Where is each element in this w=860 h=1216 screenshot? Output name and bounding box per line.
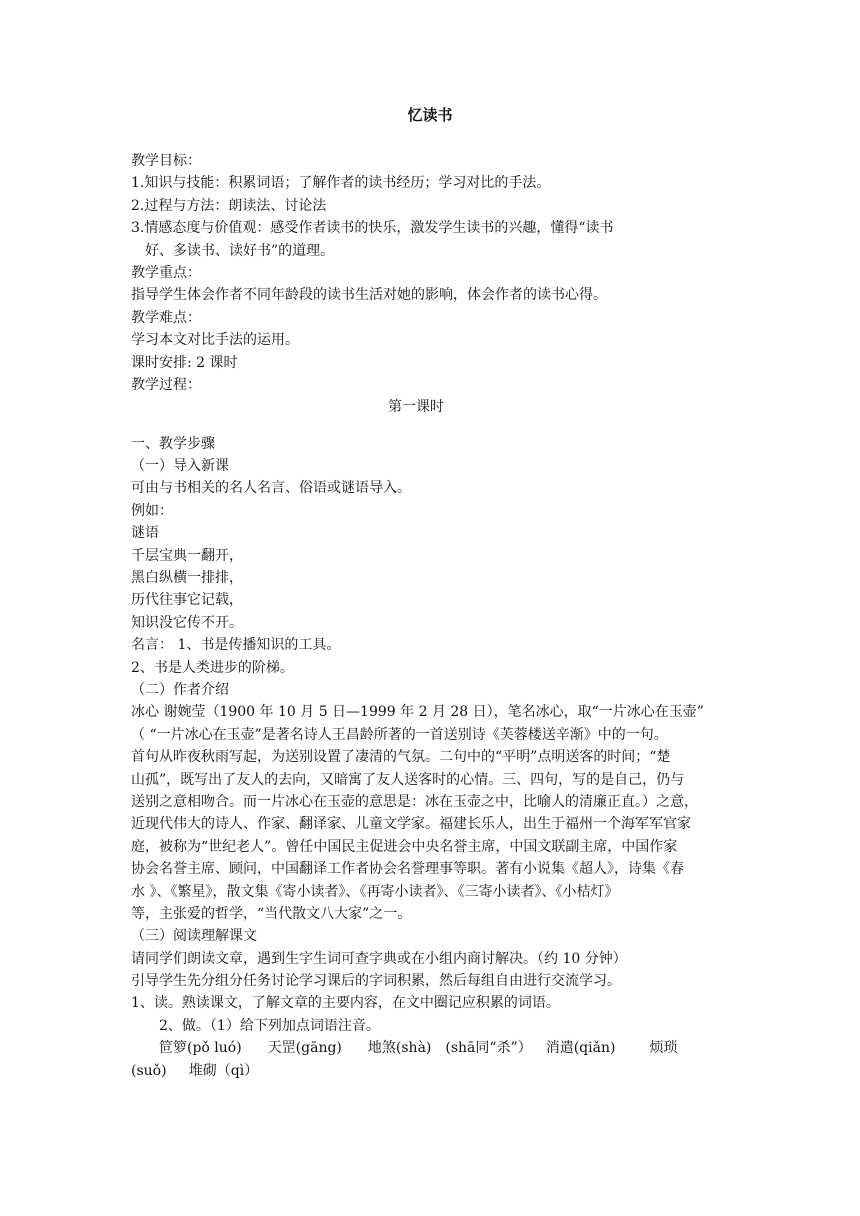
pinyin-item: 消遣(qiǎn)	[545, 1040, 616, 1057]
text-line: 黑白纵横一排排，	[131, 570, 243, 587]
text-line: 2.过程与方法：朗读法、讨论法	[131, 197, 327, 214]
pinyin-item: (shā同“杀”）	[445, 1040, 532, 1057]
paragraph-line: 山孤”，既写出了友人的去向，又暗寓了友人送客时的心情。三、四句，写的是自己，仍与	[131, 771, 685, 788]
text-line: （一）导入新课	[131, 458, 229, 475]
pinyin-item: 笸箩(pǒ luó)	[159, 1040, 242, 1057]
text-line: 3.情感态度与价值观：感受作者读书的快乐，激发学生读书的兴趣，懂得“读书	[131, 220, 614, 237]
pinyin-item: 天罡(gāng)	[267, 1040, 342, 1057]
text-line: 请同学们朗读文章，遇到生字生词可查字典或在小组内商讨解决。（约 10 分钟）	[131, 950, 627, 967]
author-paragraph	[131, 701, 739, 925]
paragraph-line: 近现代伟大的诗人、作家、翻译家、儿童文学家。福建长乐人，出生于福州一个海军军官家	[131, 816, 691, 833]
paragraph-line: 等，主张爱的哲学，“当代散文八大家”之一。	[131, 905, 412, 922]
paragraph-line: 送别之意相吻合。而一片冰心在玉壶的意思是：冰在玉壶之中，比喻人的清廉正直。）之意，	[131, 793, 698, 810]
text-line: 一、教学步骤	[131, 435, 215, 452]
text-line: 教学重点：	[131, 264, 201, 281]
text-line: 2、做。（1）给下列加点词语注音。	[159, 1017, 380, 1034]
paragraph-line: 水 》、《繁星》，散文集《寄小读者》、《再寄小读者》、《三寄小读者》、《小桔灯》	[131, 883, 619, 900]
pinyin-tail: (suǒ) 堆砌（qì）	[131, 1062, 259, 1079]
text-line: 1.知识与技能：积累词语；了解作者的读书经历；学习对比的手法。	[131, 175, 551, 192]
document-body	[131, 150, 771, 1082]
paragraph-line: 首句从昨夜秋雨写起，为送别设置了凄清的气氛。二句中的“平明”点明送客的时间；“楚	[131, 749, 671, 766]
text-line: 教学目标：	[131, 153, 201, 169]
paragraph-line: 庭，被称为“世纪老人”。曾任中国民主促进会中央名誉主席，中国文联副主席，中国作家	[131, 838, 678, 855]
text-line: 可由与书相关的名人名言、俗语或谜语导入。	[131, 480, 411, 497]
text-line: 2、书是人类进步的阶梯。	[131, 659, 294, 676]
text-line: 知识没它传不开。	[131, 614, 243, 631]
pinyin-list	[131, 1037, 771, 1059]
text-line: 引导学生先分组分任务讨论学习课后的字词积累，然后每组自由进行交流学习。	[131, 973, 621, 990]
section-heading: 第一课时	[388, 399, 444, 416]
text-line: 教学过程：	[131, 376, 201, 393]
text-line: 千层宝典一翻开，	[131, 547, 243, 564]
document-title: 忆读书	[407, 106, 453, 124]
text-line: 课时安排: 2 课时	[131, 354, 238, 371]
paragraph-line: 协会名誉主席、顾问，中国翻译工作者协会名誉理事等职。著有小说集《超人》，诗集《春	[131, 861, 684, 878]
text-line: 名言： 1、书是传播知识的工具。	[131, 637, 341, 654]
text-line: 好、多读书、读好书”的道理。	[145, 242, 335, 259]
text-line: 教学难点：	[131, 309, 201, 326]
text-line: 例如：	[131, 502, 173, 519]
pinyin-item: 烦琐	[649, 1040, 678, 1057]
text-line: 学习本文对比手法的运用。	[131, 332, 299, 349]
pinyin-item: 地煞(shà)	[367, 1040, 432, 1057]
text-line: 谜语	[131, 525, 159, 542]
text-line: （二）作者介绍	[131, 681, 229, 698]
text-line: 指导学生体会作者不同年龄段的读书生活对她的影响，体会作者的读书心得。	[131, 287, 607, 304]
paragraph-line: 冰心 谢婉莹（1900 年 10 月 5 日—1999 年 2 月 28 日），笔名冰心，取“一片冰心在玉壶”	[131, 704, 704, 721]
paragraph-line: （ “一片冰心在玉壶”是著名诗人王昌龄所著的一首送别诗《芙蓉楼送辛渐》中的一句。	[131, 726, 668, 743]
text-line: （三）阅读理解课文	[131, 928, 257, 945]
text-line: 1、读。熟读课文，了解文章的主要内容，在文中圈记应积累的词语。	[131, 995, 560, 1012]
text-line: 历代往事它记载，	[131, 592, 243, 609]
